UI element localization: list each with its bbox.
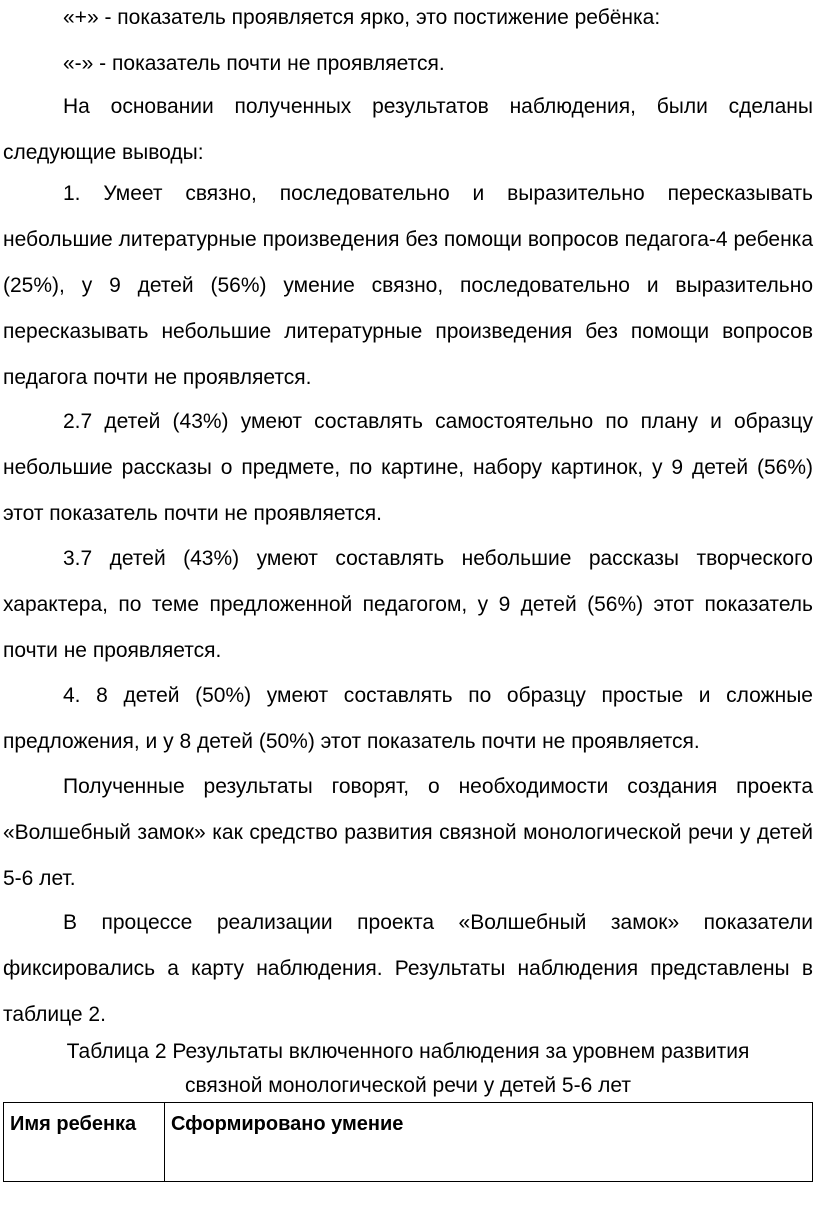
header-child-name: Имя ребенка <box>4 1103 165 1182</box>
conclusion-3: 3.7 детей (43%) умеют составлять небольшие рассказы творческого характера, по теме предложенной педагогом, у 9 детей (56%) этот показатель почти не проявляется. <box>3 547 813 662</box>
intro-paragraph: На основании полученных результатов наблюдения, были сделаны следующие выводы: <box>3 95 813 164</box>
process-paragraph: В процессе реализации проекта «Волшебный замок» показатели фиксировались а карту наблюдения. Результаты наблюдения представлены в таблице 2. <box>3 911 813 1026</box>
conclusion-1: 1. Умеет связно, последовательно и выразительно пересказывать небольшие литературные произведения без помощи вопросов педагога-4 ребенка (25%), у 9 детей (56%) умение связно, последовательно и выразительно пересказывать небольшие литературные произведения без помощи вопросов педагога почти не проявляется. <box>3 182 813 389</box>
table-header-row <box>4 1103 813 1182</box>
legend-minus: «-» - показатель почти не проявляется. <box>63 52 445 75</box>
results-paragraph: Полученные результаты говорят, о необходимости создания проекта «Волшебный замок» как средство развития связной монологической речи у детей 5-6 лет. <box>3 775 813 890</box>
header-skill-formed: Сформировано умение <box>165 1103 813 1182</box>
legend-plus: «+» - показатель проявляется ярко, это постижение ребёнка: <box>63 6 661 29</box>
results-table <box>3 1102 813 1182</box>
conclusion-2: 2.7 детей (43%) умеют составлять самостоятельно по плану и образцу небольшие рассказы о предмете, по картине, набору картинок, у 9 детей (56%) этот показатель почти не проявляется. <box>3 410 813 525</box>
table-caption-line-2: связной монологической речи у детей 5-6 лет <box>185 1074 631 1097</box>
conclusion-4: 4. 8 детей (50%) умеют составлять по образцу простые и сложные предложения, и у 8 детей (50%) этот показатель почти не проявляется. <box>3 684 813 753</box>
table-caption-line-1: Таблица 2 Результаты включенного наблюдения за уровнем развития <box>66 1040 750 1063</box>
